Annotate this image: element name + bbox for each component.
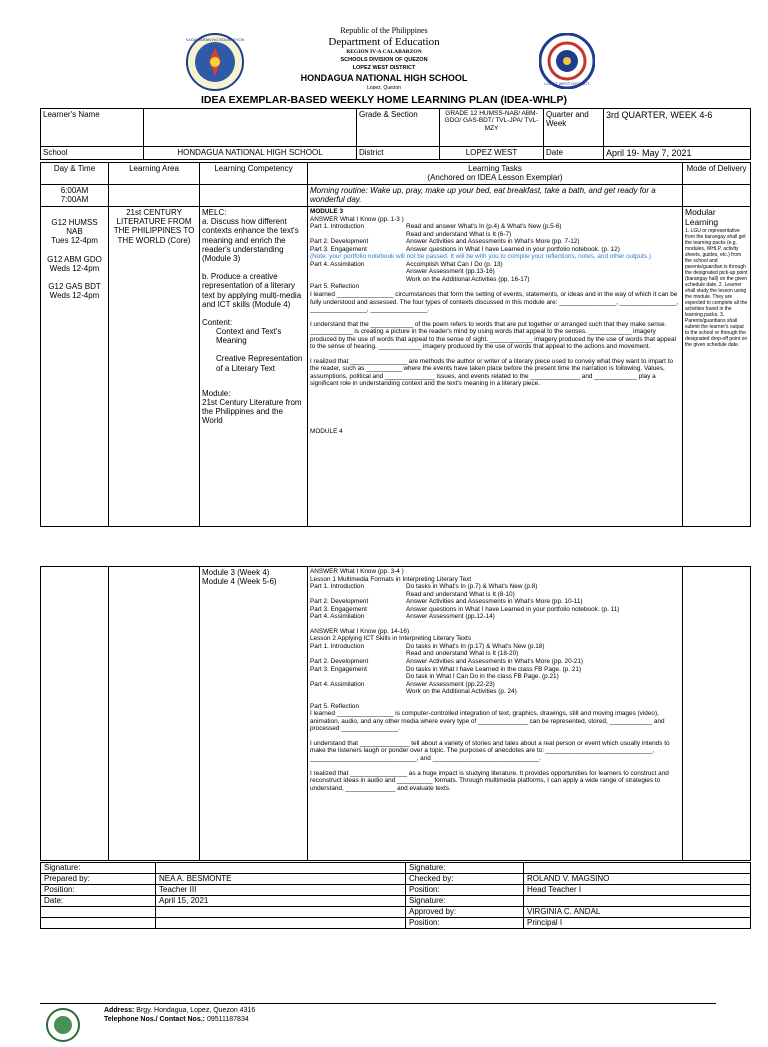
l1-part3-label: Part 3. Engagement	[310, 605, 367, 613]
l2-part2-label: Part 2. Development	[310, 658, 369, 666]
l2-part4-task-a: Answer Assessment (pp.22-23)	[406, 680, 495, 688]
module4-what-i-know: ANSWER What I Know (pp. 3-4 )	[310, 568, 404, 575]
module-value: 21st Century Literature from the Philippines and the World	[202, 398, 302, 426]
melc-title: MELC:	[202, 208, 227, 217]
part3-label: Part 3. Engagement	[310, 245, 367, 253]
grade-value: GRADE 12 HUMSS-NAB/ ABM-GDO/ GAS-BDT/ TVL-JPA/ TVL-MZY	[440, 109, 544, 147]
position-value-2: Head Teacher I	[524, 885, 751, 896]
l2-part3-label: Part 3. Engagement	[310, 665, 367, 673]
district-label: District	[357, 147, 440, 160]
l1-part1-label: Part 1. Introduction	[310, 583, 364, 591]
module4-week: Module 4 (Week 5-6)	[202, 577, 277, 587]
footer-phone	[104, 1016, 249, 1024]
plan-table	[40, 162, 751, 527]
l2-part5-label: Part 5. Reflection	[310, 702, 360, 710]
phone-value: 09511187834	[206, 1016, 249, 1023]
content-item-2: Creative Representation of a Literary Text	[216, 354, 303, 373]
checked-by-label: Checked by:	[406, 874, 524, 885]
learner-label: Learner's Name	[41, 109, 144, 147]
part3-task: Answer questions in What I have Learned in your portfolio notebook. (p. 12)	[406, 245, 620, 253]
school-label: School	[41, 147, 144, 160]
delivery-title: Modular Learning	[685, 207, 719, 227]
morning-routine: Morning routine: Wake up, pray, make up your bed, eat breakfast, take a bath, and get ready for a wonderful day.	[308, 185, 683, 207]
checked-signature-label: Signature:	[406, 863, 524, 874]
lesson1-title: Lesson 1 Multimedia Formats in Interpreting Literary Text	[310, 575, 472, 583]
part2-task: Answer Activities and Assessments in What's More (pp. 7-12)	[406, 238, 580, 246]
content-item-1: Context and Text's Meaning	[216, 327, 282, 346]
footer-school-logo	[46, 1008, 80, 1042]
approved-signature-field[interactable]	[524, 896, 751, 907]
learner-name-field[interactable]	[144, 109, 357, 147]
part4-label: Part 4. Assimilation	[310, 260, 365, 268]
delivery-cell	[683, 207, 751, 527]
prepared-by-name: NEA A. BESMONTE	[156, 874, 406, 885]
l1-part3-task: Answer questions in What I have Learned in your portfolio notebook. (p. 11)	[406, 605, 620, 613]
school-location: Lopez, Quezon	[367, 85, 401, 91]
l2-part1-task-a: Do tasks in What's In (p.17) & What's New (p.18)	[406, 642, 545, 650]
module3-label: MODULE 3	[310, 208, 344, 215]
plan-title: IDEA EXEMPLAR-BASED WEEKLY HOME LEARNING PLAN (IDEA-WHLP)	[201, 94, 567, 106]
part1-task-b: Read and understand What is It (6-7)	[406, 230, 512, 238]
schedule-gas-time: Weds 12-4pm	[49, 291, 100, 301]
part4-task-a: Accomplish What Can I Do (p. 13)	[406, 260, 503, 268]
m4-reflection-realized: I realized that ________________ as a huge impact is studying literature. It provides opportunities for learners to construct and reconstruct ideas in audio and __________ formats. Through multimedia platforms, I can apply a wide range of strategies to understand, ______________ and evaluate texts.	[310, 769, 669, 792]
col-delivery: Mode of Delivery	[683, 163, 751, 185]
address-value: Brgy. Hondagua, Lopez, Quezon 4316	[136, 1007, 256, 1014]
region-text: REGION IV-A CALABARZON	[346, 49, 422, 55]
portfolio-note: (Note: your portfolio notebook will not be passed. It will be with you to compile your reflections, notes, and other outputs.)	[310, 253, 652, 261]
tasks-cell-module3	[308, 207, 683, 527]
prepared-signature-field[interactable]	[156, 863, 406, 874]
approved-by-name: VIRGINIA C. ANDAL	[524, 907, 751, 918]
date-label-sig: Date:	[41, 896, 156, 907]
department-text: Department of Education	[328, 36, 440, 48]
school-name: HONDAGUA NATIONAL HIGH SCHOOL	[300, 73, 468, 83]
col-learning-area: Learning Area	[109, 163, 200, 185]
content-label: Content:	[202, 317, 233, 327]
date-value: April 19- May 7, 2021	[604, 147, 751, 160]
tasks-subheader: (Anchored on IDEA Lesson Exemplar)	[427, 173, 563, 183]
part4-task-b: Answer Assessment (pp.13-16)	[406, 268, 495, 276]
plan-table-continued	[40, 566, 751, 861]
schedule-humss: G12 HUMSS NAB	[51, 218, 98, 237]
phone-label: Telephone Nos./ Contact Nos.:	[104, 1016, 205, 1023]
module-label: Module:	[202, 388, 231, 398]
module4-label: MODULE 4	[310, 428, 343, 436]
prepared-signature-label: Signature:	[41, 863, 156, 874]
checked-by-name: ROLAND V. MAGSINO	[524, 874, 751, 885]
info-table	[40, 108, 751, 160]
prepared-by-label: Prepared by:	[41, 874, 156, 885]
address-label: Address:	[104, 1007, 135, 1014]
position-label-1: Position:	[41, 885, 156, 896]
schedule-abm: G12 ABM GDO	[47, 254, 102, 264]
melc-a: a. Discuss how different contexts enhance the text's meaning and enrich the reader's understanding (Module 3)	[202, 217, 299, 263]
reflection-learned: I learned ________________ circumstances that form the setting of events, statements, or ideas and in the way of which it can be fully understood and assessed. The four types of contexts discussed in this module are: ________________, ________________, ________________, ________________.	[310, 291, 679, 314]
division-text: SCHOOLS DIVISION OF QUEZON	[340, 57, 428, 63]
delivery-instructions: 1. LGU or representative from the barangay shall get the learning packs (e.g. modules, WHLP, activity sheets, guides, etc.) from the school and parents/guardian is through the designated pick-up point (barangay hall) on the given schedule date. 2. Learner shall study the lesson using the module. They are expected to complete all the activities found in the learning packs. 3. Parents/guardians shall submit the learner's output to the school or through the designated drop-off point on the given schedule date.	[685, 227, 748, 348]
checked-signature-field[interactable]	[524, 863, 751, 874]
col-tasks	[308, 163, 683, 185]
position-label-3: Position:	[406, 918, 524, 929]
module3-week: Module 3 (Week 4)	[202, 568, 270, 577]
part1-task-a: Read and answer What's In (p.4) & What's New (p.5-6)	[406, 223, 562, 231]
schedule-cell	[41, 207, 109, 527]
position-label-2: Position:	[406, 885, 524, 896]
position-value-1: Teacher III	[156, 885, 406, 896]
l2-part3-task-b: Do task in What I Can Do in the class FB Page. (p.21)	[406, 673, 559, 681]
l1-part4-task: Answer Assessment (pp.12-14)	[406, 613, 495, 621]
tasks-cell-module4	[308, 567, 683, 861]
reflection-realized: I realized that ________________ are methods the author or writer of a literary piece used to convey what they want to impart to the reader, such as __________ where the events have taken place before the present time the narration is following. Values, assumptions, political and ______________ issues, and events related to the ______________ and ____________ play a significant role in understanding context and the text's meaning in a literary piece.	[310, 357, 674, 388]
tasks-header: Learning Tasks	[468, 164, 522, 173]
schedule-abm-time: Weds 12-4pm	[49, 263, 100, 273]
m4-reflection-understand: I understand that ______________ tell about a variety of stories and tales about a real person or event which usually intends to make the listeners laugh or ponder over a topic. The purposes of anecdotes are to: ______________________________, ______________________________, and ______________________________.	[310, 739, 670, 763]
approved-by-label: Approved by:	[406, 907, 524, 918]
reflection-understand: I understand that the ____________ of the poem refers to words that are put together or arranged such that they make sense. ____________ is creating a picture in the reader's mind by using words that appeal to the senses. ____________ imagery produced by the use of words that appeal to the sense of sight. ____________ imagery produced by the use of words that appeal to the sense of hearing. ____________ imagery produced by the use of words that appeal to the actions and movement.	[310, 320, 676, 351]
col-competency: Learning Competency	[200, 163, 308, 185]
footer-address	[104, 1007, 255, 1015]
l1-part4-label: Part 4. Assimilation	[310, 613, 365, 621]
l2-part3-task-a: Do tasks in What I have Learned in the class FB Page. (p. 21)	[406, 665, 582, 673]
l1-part2-task: Answer Activities and Assessments in What's More (pp. 10-11)	[406, 598, 583, 606]
schedule-gas: G12 GAS BDT	[48, 281, 101, 291]
part1-label: Part 1. Introduction	[310, 223, 364, 231]
l2-part1-label: Part 1. Introduction	[310, 642, 364, 650]
l1-part1-task-a: Do tasks in What's In (p.7) & What's New (p.8)	[406, 583, 538, 591]
signature-table	[40, 862, 751, 929]
module-week-cell	[200, 567, 308, 861]
competency-cell	[200, 207, 308, 527]
school-value: HONDAGUA NATIONAL HIGH SCHOOL	[144, 147, 357, 160]
l2-part2-task: Answer Activities and Assessments in What's More (pp. 20-21)	[406, 658, 584, 666]
date-label: Date	[544, 147, 604, 160]
l2-part1-task-b: Read and understand What is It (18-20)	[406, 650, 519, 658]
footer-rule	[40, 1003, 716, 1004]
lesson2-title: Lesson 2 Applying ICT Skills in Interpreting Literary Texts	[310, 635, 472, 643]
m4-reflection-learned: I learned ________________ is computer-controlled integration of text, graphics, drawings, still and moving images (video), animation, audio, and any other media where every type of ______________ can be represented, stored, ____________ and processed ________________.	[310, 710, 665, 733]
republic-text: Republic of the Philippines	[340, 26, 428, 35]
date-value-sig: April 15, 2021	[156, 896, 406, 907]
l1-part1-task-b: Read and understand What is It (8-10)	[406, 590, 515, 598]
part5-label: Part 5. Reflection	[310, 283, 360, 291]
grade-label: Grade & Section	[357, 109, 440, 147]
morning-time: 6:00AM 7:00AM	[41, 185, 109, 207]
melc-b: b. Produce a creative representation of a literary text by applying multi-media and ICT skills (Module 4)	[202, 272, 302, 309]
position-value-3: Principal I	[524, 918, 751, 929]
part2-label: Part 2. Development	[310, 238, 369, 246]
approved-signature-label: Signature:	[406, 896, 524, 907]
quarter-value: 3rd QUARTER, WEEK 4-6	[604, 109, 751, 147]
l2-part4-label: Part 4. Assimilation	[310, 680, 365, 688]
quarter-label: Quarter and Week	[544, 109, 604, 147]
l1-part2-label: Part 2. Development	[310, 598, 369, 606]
schedule-humss-time: Tues 12-4pm	[51, 236, 98, 246]
part4-task-c: Work on the Additional Activities (pp. 16-17)	[406, 275, 530, 283]
module3-what-i-know: ANSWER What I Know (pp. 1-3 )	[310, 215, 404, 223]
svg-text:LOPEZ WEST DISTRICT: LOPEZ WEST DISTRICT	[544, 81, 590, 86]
col-day-time: Day & Time	[41, 163, 109, 185]
lesson2-what-i-know: ANSWER What I Know (pp. 14-16)	[310, 627, 410, 635]
svg-text:KAGAWARAN NG EDUKASYON: KAGAWARAN NG EDUKASYON	[186, 37, 244, 42]
learning-area-value: 21st CENTURY LITERATURE FROM THE PHILIPPINES TO THE WORLD (Core)	[109, 207, 200, 527]
district-text: LOPEZ WEST DISTRICT	[352, 65, 416, 71]
district-value: LOPEZ WEST	[440, 147, 544, 160]
l2-part4-task-b: Work on the Additional Activities (p. 24)	[406, 688, 517, 696]
